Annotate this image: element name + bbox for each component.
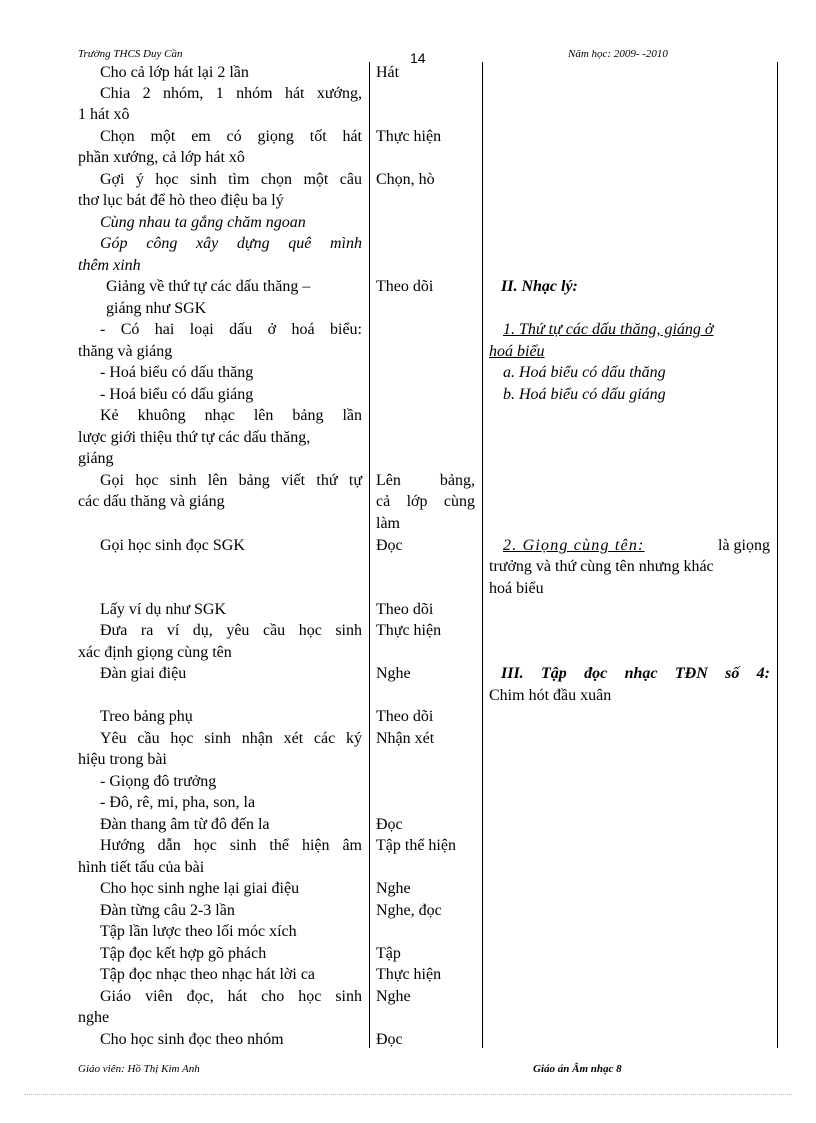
student-line: Chọn, hò <box>376 171 435 188</box>
student-line: Thực hiện <box>376 622 442 639</box>
page-bottom-border <box>24 1094 792 1095</box>
teacher-line: các dấu thăng và giáng <box>78 493 225 510</box>
student-line: Thực hiện <box>376 966 442 983</box>
header-school-year: Năm học: 2009- -2010 <box>568 48 668 60</box>
item-2-text-line: hoá biểu <box>489 580 544 597</box>
teacher-line: thơ lục bát để hò theo điệu ba lý <box>78 192 284 209</box>
item-1-title-cont: hoá biểu <box>489 343 545 360</box>
student-line: làm <box>376 515 400 532</box>
teacher-line: - Hoá biểu có dấu thăng <box>100 364 254 381</box>
item-2-text: là giọng <box>718 537 770 554</box>
teacher-line: 1 hát xô <box>78 106 130 123</box>
student-line: Nghe <box>376 665 411 682</box>
poem-line: Cùng nhau ta gắng chăm ngoan <box>100 214 306 231</box>
teacher-line: Đưa ra ví dụ, yêu cầu học sinh <box>100 622 362 639</box>
item-2-text-line: trưởng và thứ cùng tên nhưng khác <box>489 558 714 575</box>
section-3-subtitle: Chim hót đầu xuân <box>489 687 612 704</box>
student-line: Đọc <box>376 816 403 833</box>
item-2-label: 2. Giọng cùng tên: <box>503 537 645 554</box>
student-line: Tập thể hiện <box>376 837 456 854</box>
page-number: 14 <box>410 50 426 66</box>
footer-teacher: Giáo viên: Hồ Thị Kim Anh <box>78 1063 200 1075</box>
item-1a: a. Hoá biểu có dấu thăng <box>503 364 666 381</box>
teacher-line: Cho học sinh đọc theo nhóm <box>100 1031 284 1048</box>
section-2-title: II. Nhạc lý: <box>501 278 578 295</box>
student-line: Lên bảng, <box>376 472 475 489</box>
teacher-line: - Hoá biểu có dấu giáng <box>100 386 254 403</box>
teacher-line: nghe <box>78 1009 110 1026</box>
teacher-line: Kẻ khuông nhạc lên bảng lần <box>100 407 362 424</box>
teacher-line: giáng <box>78 450 114 467</box>
student-line: Nghe <box>376 880 411 897</box>
item-2-line <box>503 535 770 556</box>
student-line: Nhận xét <box>376 730 435 747</box>
teacher-line: Treo bảng phụ <box>100 708 193 725</box>
header-school: Trường THCS Duy Cần <box>78 48 183 60</box>
teacher-line: Tập đọc kết hợp gõ phách <box>100 945 267 962</box>
student-line: Đọc <box>376 1031 403 1048</box>
teacher-line: Gọi học sinh lên bảng viết thứ tự <box>100 472 362 489</box>
student-line: cả lớp cùng <box>376 493 475 510</box>
teacher-line: phần xướng, cả lớp hát xô <box>78 149 245 166</box>
teacher-line: Giảng về thứ tự các dấu thăng – <box>106 278 311 295</box>
column-divider-3 <box>777 62 778 1048</box>
teacher-line: Đàn từng câu 2-3 lần <box>100 902 235 919</box>
poem-line: thêm xinh <box>78 257 141 274</box>
teacher-line: Tập lần lược theo lối móc xích <box>100 923 297 940</box>
teacher-line: Gọi học sinh đọc SGK <box>100 537 245 554</box>
teacher-line: Giáo viên đọc, hát cho học sinh <box>100 988 362 1005</box>
poem-line: Góp công xây dựng quê mình <box>100 235 362 252</box>
student-line: Tập <box>376 945 401 962</box>
teacher-line: hình tiết tấu của bài <box>78 859 205 876</box>
student-line: Nghe, đọc <box>376 902 442 919</box>
teacher-line: - Có hai loại dấu ở hoá biểu: <box>100 321 362 338</box>
footer-subject: Giáo án Âm nhạc 8 <box>533 1063 622 1075</box>
student-line: Theo dõi <box>376 278 434 295</box>
student-line: Thực hiện <box>376 128 442 145</box>
teacher-line: xác định giọng cùng tên <box>78 644 232 661</box>
teacher-line: - Giọng đô trưởng <box>100 773 217 790</box>
teacher-line: - Đô, rê, mi, pha, son, la <box>100 794 256 811</box>
section-3-title: III. Tập đọc nhạc TĐN số 4: <box>501 665 770 682</box>
student-line: Theo dõi <box>376 708 434 725</box>
column-divider-1 <box>369 62 370 1048</box>
student-line: Đọc <box>376 537 403 554</box>
teacher-line: hiệu trong bài <box>78 751 167 768</box>
student-line: Hát <box>376 64 400 81</box>
teacher-line: Tập đọc nhạc theo nhạc hát lời ca <box>100 966 316 983</box>
teacher-line: giáng như SGK <box>106 300 207 317</box>
teacher-line: thăng và giáng <box>78 343 173 360</box>
teacher-line: Cho cả lớp hát lại 2 lần <box>100 64 249 81</box>
teacher-line: Gợi ý học sinh tìm chọn một câu <box>100 171 362 188</box>
teacher-line: Cho học sinh nghe lại giai điệu <box>100 880 300 897</box>
column-divider-2 <box>482 62 483 1048</box>
teacher-line: Lấy ví dụ như SGK <box>100 601 226 618</box>
student-line: Theo dõi <box>376 601 434 618</box>
teacher-line: Đàn thang âm từ đô đến la <box>100 816 270 833</box>
teacher-line: Chọn một em có giọng tốt hát <box>100 128 362 145</box>
teacher-line: lược giới thiệu thứ tự các dấu thăng, <box>78 429 311 446</box>
item-1-title: 1. Thứ tự các dấu thăng, giáng ở <box>503 321 714 338</box>
teacher-line: Yêu cầu học sinh nhận xét các ký <box>100 730 362 747</box>
student-line: Nghe <box>376 988 411 1005</box>
teacher-line: Hướng dẫn học sinh thể hiện âm <box>100 837 362 854</box>
item-1b: b. Hoá biểu có dấu giáng <box>503 386 666 403</box>
teacher-line: Chia 2 nhóm, 1 nhóm hát xướng, <box>100 85 362 102</box>
teacher-line: Đàn giai điệu <box>100 665 187 682</box>
